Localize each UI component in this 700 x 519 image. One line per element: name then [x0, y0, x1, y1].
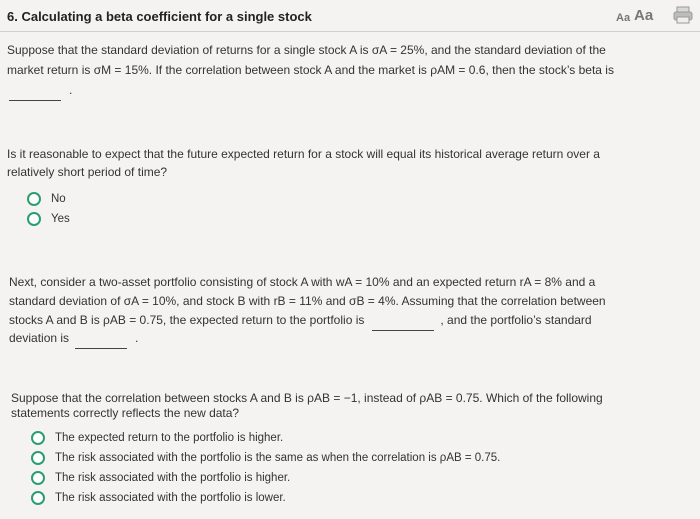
correlation-question-line-1: Suppose that the correlation between stocks A and B is ρAB = −1, instead of ρAB = 0.75. Which of the following: [11, 391, 603, 405]
portfolio-question-line-3: [9, 311, 592, 331]
header-divider: [0, 31, 700, 32]
radio-button[interactable]: [31, 451, 45, 465]
option-label: No: [51, 193, 66, 205]
option-risk-same[interactable]: [31, 448, 500, 468]
portfolio-line-4-text: deviation is: [9, 331, 70, 345]
option-label: The risk associated with the portfolio is higher.: [55, 472, 291, 484]
question-title: 6. Calculating a beta coefficient for a single stock: [7, 9, 312, 24]
beta-period: .: [69, 83, 73, 97]
portfolio-line-3-text-end: , and the portfolio’s standard: [440, 313, 592, 327]
radio-button[interactable]: [31, 431, 45, 445]
radio-button[interactable]: [27, 212, 41, 226]
font-size-increase-button[interactable]: Aa: [634, 7, 654, 24]
historical-return-question-line-1: Is it reasonable to expect that the future expected return for a stock will equal its historical average return over a: [7, 147, 600, 161]
portfolio-line-3-text: stocks A and B is ρAB = 0.75, the expected return to the portfolio is: [9, 313, 365, 327]
portfolio-question-line-4: [9, 329, 138, 349]
beta-answer-dropdown[interactable]: [9, 90, 61, 101]
option-risk-lower[interactable]: [31, 488, 500, 508]
option-label: The expected return to the portfolio is higher.: [55, 432, 284, 444]
beta-question-line-1: Suppose that the standard deviation of returns for a single stock A is σA = 25%, and the standard deviation of the: [7, 43, 606, 57]
portfolio-question-line-2: standard deviation of σA = 10%, and stock B with rB = 11% and σB = 4%. Assuming that the correlation between: [9, 294, 606, 308]
radio-button[interactable]: [31, 471, 45, 485]
radio-button[interactable]: [27, 192, 41, 206]
option-label: Yes: [51, 213, 70, 225]
historical-return-question-line-2: relatively short period of time?: [7, 165, 168, 179]
beta-answer-row: [9, 81, 72, 101]
beta-question-line-2: market return is σM = 15%. If the correlation between stock A and the market is ρAM = 0.6, then the stock’s beta is: [7, 63, 614, 77]
correlation-options: [31, 428, 500, 508]
option-yes[interactable]: [27, 209, 70, 229]
option-risk-higher[interactable]: [31, 468, 500, 488]
std-deviation-dropdown[interactable]: [75, 338, 127, 349]
radio-button[interactable]: [31, 491, 45, 505]
option-no[interactable]: [27, 189, 70, 209]
historical-return-options: [27, 189, 70, 229]
font-size-decrease-button[interactable]: Aa: [616, 12, 631, 24]
portfolio-period: .: [135, 331, 139, 345]
correlation-question-line-2: statements correctly reflects the new data?: [11, 406, 240, 420]
expected-return-dropdown[interactable]: [372, 320, 434, 331]
option-label: The risk associated with the portfolio is lower.: [55, 492, 286, 504]
print-icon[interactable]: [673, 6, 693, 24]
option-label: The risk associated with the portfolio is the same as when the correlation is ρAB = 0.75.: [55, 452, 501, 464]
option-return-higher[interactable]: [31, 428, 500, 448]
portfolio-question-line-1: Next, consider a two-asset portfolio consisting of stock A with wA = 10% and an expected return rA = 8% and a: [9, 275, 596, 289]
